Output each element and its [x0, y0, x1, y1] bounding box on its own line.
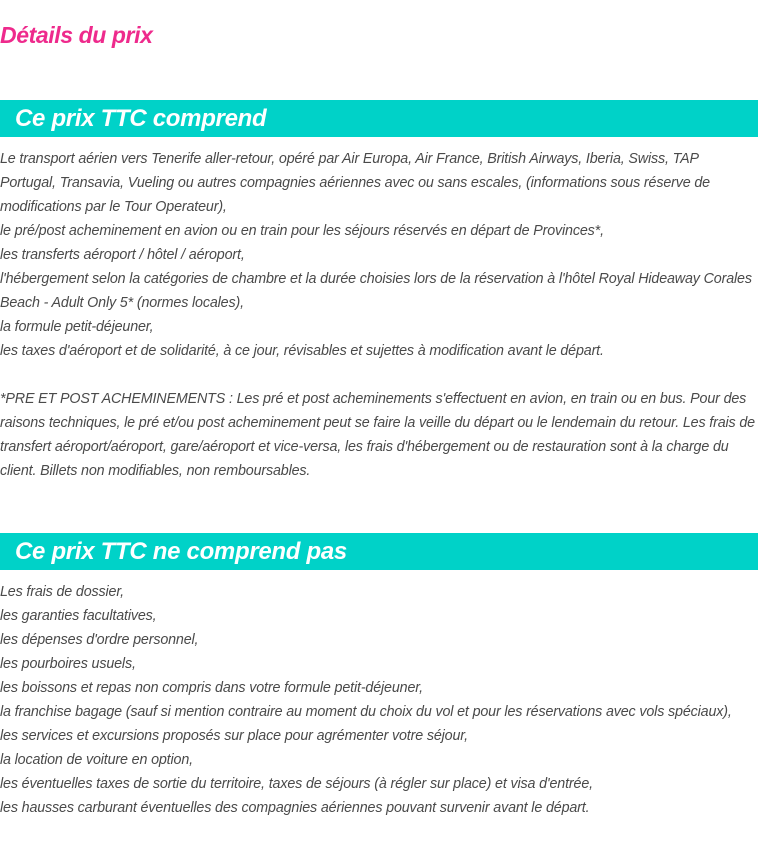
- excluded-item: les éventuelles taxes de sortie du territoire, taxes de séjours (à régler sur place) et visa d'entrée,: [0, 776, 593, 792]
- excluded-item: les dépenses d'ordre personnel,: [0, 632, 199, 648]
- paragraph-spacer: [0, 363, 758, 387]
- included-item: l'hébergement selon la catégories de chambre et la durée choisies lors de la réservation à l'hôtel Royal Hideaway Corales Beach - Adult Only 5* (normes locales),: [0, 271, 752, 311]
- included-item: le pré/post acheminement en avion ou en train pour les séjours réservés en départ de Provinces*,: [0, 223, 604, 239]
- excluded-item: la franchise bagage (sauf si mention contraire au moment du choix du vol et pour les réservations avec vols spéciaux),: [0, 704, 732, 720]
- included-item: les taxes d'aéroport et de solidarité, à ce jour, révisables et sujettes à modification avant le départ.: [0, 343, 604, 359]
- pre-post-note: *PRE ET POST ACHEMINEMENTS : Les pré et post acheminements s'effectuent en avion, en train ou en bus. Pour des raisons techniques, le pré et/ou post acheminement peut se faire la veille du départ ou le lendemain du retour. Les frais de transfert aéroport/aéroport, gare/aéroport et vice-versa, les frais d'hébergement ou de restauration sont à la charge du client. Billets non modifiables, non remboursables.: [0, 391, 755, 479]
- page-title: Détails du prix: [0, 22, 153, 48]
- included-section-heading: Ce prix TTC comprend: [0, 100, 758, 137]
- included-item: les transferts aéroport / hôtel / aéroport,: [0, 247, 245, 263]
- included-list: [0, 147, 758, 483]
- excluded-item: les services et excursions proposés sur place pour agrémenter votre séjour,: [0, 728, 468, 744]
- excluded-item: les pourboires usuels,: [0, 656, 136, 672]
- excluded-item: la location de voiture en option,: [0, 752, 193, 768]
- excluded-item: Les frais de dossier,: [0, 584, 125, 600]
- excluded-item: les hausses carburant éventuelles des compagnies aériennes pouvant survenir avant le départ.: [0, 800, 590, 816]
- excluded-item: les boissons et repas non compris dans votre formule petit-déjeuner,: [0, 680, 423, 696]
- excluded-item: les garanties facultatives,: [0, 608, 157, 624]
- excluded-section-heading: Ce prix TTC ne comprend pas: [0, 533, 758, 570]
- included-item: Le transport aérien vers Tenerife aller-retour, opéré par Air Europa, Air France, British Airways, Iberia, Swiss, TAP Portugal, Transavia, Vueling ou autres compagnies aériennes avec ou sans escales, (informations sous réserve de modifications par le Tour Operateur),: [0, 151, 710, 215]
- included-item: la formule petit-déjeuner,: [0, 319, 154, 335]
- excluded-list: [0, 580, 758, 820]
